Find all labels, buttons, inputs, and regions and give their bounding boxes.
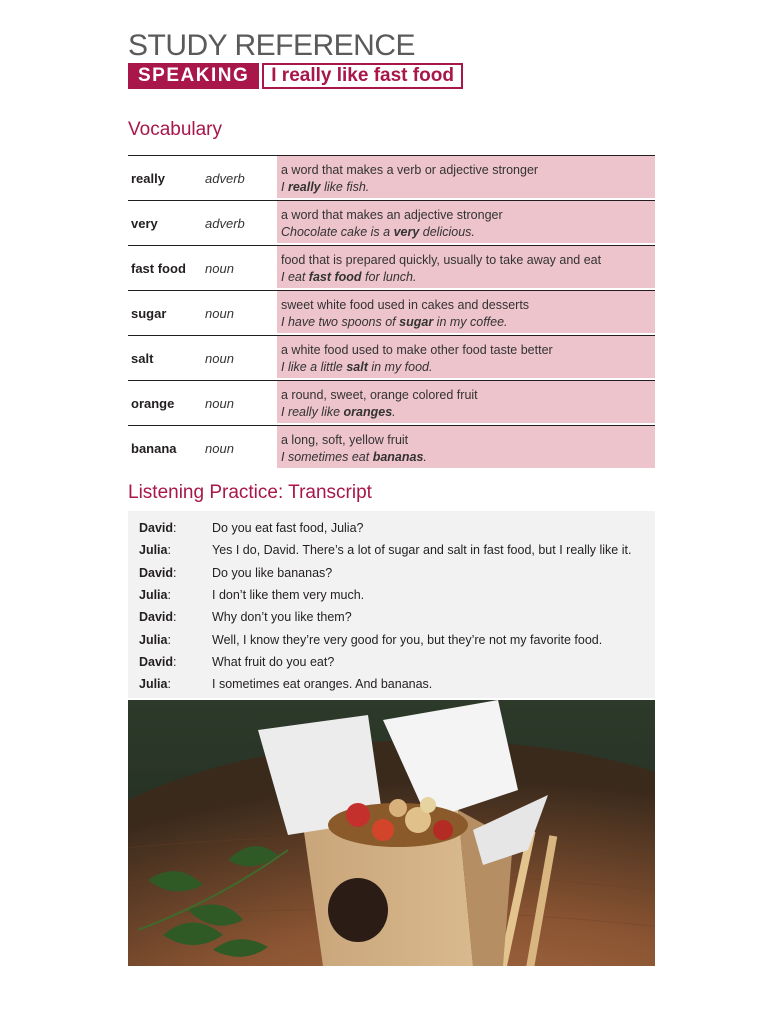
speaker-name: Julia: <box>139 632 171 647</box>
speech-text: Yes I do, David. There’s a lot of sugar and salt in fast food, but I really like it. <box>212 543 632 558</box>
vocab-definition-cell <box>277 156 655 198</box>
vocab-row <box>128 290 655 335</box>
vocab-word: sugar <box>131 305 167 321</box>
transcript-line <box>128 562 655 584</box>
vocab-definition-cell <box>277 246 655 288</box>
example-text-after: for lunch. <box>361 269 417 284</box>
transcript-line <box>128 517 655 539</box>
speaker-name: David: <box>139 565 177 580</box>
vocab-word: very <box>131 215 158 231</box>
vocab-row <box>128 335 655 380</box>
speaker-label: David <box>139 610 174 625</box>
vocab-example <box>281 179 651 196</box>
vocab-part-of-speech: noun <box>205 305 234 321</box>
example-highlight: bananas <box>372 449 424 464</box>
vocab-definition-cell <box>277 291 655 333</box>
speaker-name: David: <box>139 610 177 625</box>
vocabulary-table <box>128 155 655 470</box>
example-highlight: really <box>287 179 321 194</box>
vocab-part-of-speech: noun <box>205 440 234 456</box>
example-text-after: like fish. <box>320 179 370 194</box>
speech-text: Do you like bananas? <box>212 565 333 580</box>
vocab-example <box>281 359 651 376</box>
example-text-after: in my food. <box>367 359 433 374</box>
transcript-line <box>128 584 655 606</box>
vocab-example <box>281 404 651 421</box>
vocab-word: salt <box>131 350 154 366</box>
vocab-example <box>281 269 651 286</box>
example-highlight: sugar <box>399 314 434 329</box>
speaker-name: Julia: <box>139 677 171 692</box>
page-title: STUDY REFERENCE <box>128 29 415 62</box>
vocabulary-heading: Vocabulary <box>128 119 223 140</box>
speech-text: I don’t like them very much. <box>212 588 365 603</box>
vocab-definition: a long, soft, yellow fruit <box>281 432 409 447</box>
fast-food-photo <box>128 700 655 966</box>
speech-text: Do you eat fast food, Julia? <box>212 521 364 536</box>
vocab-definition: a word that makes an adjective stronger <box>281 207 503 222</box>
speech-text: What fruit do you eat? <box>212 654 335 669</box>
speaker-name: Julia: <box>139 588 171 603</box>
example-highlight: fast food <box>308 269 362 284</box>
speaker-label: Julia <box>139 677 168 692</box>
vocab-part-of-speech: noun <box>205 260 234 276</box>
vocab-definition-cell <box>277 201 655 243</box>
example-text-before: I really like <box>281 404 344 419</box>
speech-text: Why don’t you like them? <box>212 610 352 625</box>
vocab-example <box>281 449 651 466</box>
speaker-label: Julia <box>139 632 168 647</box>
speaker-name: David: <box>139 654 177 669</box>
vocab-row <box>128 155 655 200</box>
speaker-label: David <box>139 654 174 669</box>
transcript-heading: Listening Practice: Transcript <box>128 482 372 503</box>
example-highlight: salt <box>346 359 368 374</box>
vocab-part-of-speech: noun <box>205 395 234 411</box>
vocab-part-of-speech: adverb <box>205 215 245 231</box>
vocab-definition: a word that makes a verb or adjective stronger <box>281 162 539 177</box>
vocab-row <box>128 425 655 470</box>
vocab-word: really <box>131 170 165 186</box>
transcript-line <box>128 628 655 650</box>
vocab-part-of-speech: noun <box>205 350 234 366</box>
example-text-before: I have two spoons of <box>281 314 400 329</box>
example-text-before: I <box>281 179 288 194</box>
vocab-word: fast food <box>131 260 186 276</box>
vocab-part-of-speech: adverb <box>205 170 245 186</box>
speech-text: Well, I know they’re very good for you, but they’re not my favorite food. <box>212 632 603 647</box>
vocab-definition-cell <box>277 426 655 468</box>
example-text-after: delicious. <box>419 224 475 239</box>
example-text-before: I like a little <box>281 359 347 374</box>
transcript-box <box>128 511 655 698</box>
speaker-label: Julia <box>139 588 168 603</box>
vocab-definition: sweet white food used in cakes and desserts <box>281 297 530 312</box>
speaker-label: David <box>139 521 174 536</box>
example-text-after: in my coffee. <box>433 314 508 329</box>
example-text-after: . <box>423 449 427 464</box>
example-text-before: I eat <box>281 269 309 284</box>
transcript-line <box>128 651 655 673</box>
transcript-line <box>128 539 655 561</box>
vocab-row <box>128 245 655 290</box>
example-highlight: very <box>393 224 420 239</box>
speaker-name: David: <box>139 521 177 536</box>
example-text-before: I sometimes eat <box>281 449 373 464</box>
speaker-label: David <box>139 565 174 580</box>
speaker-name: Julia: <box>139 543 171 558</box>
vocab-example <box>281 224 651 241</box>
speaker-label: Julia <box>139 543 168 558</box>
lesson-type-tag: SPEAKING <box>128 63 259 89</box>
transcript-line <box>128 673 655 695</box>
vocab-row <box>128 380 655 425</box>
vocab-definition: food that is prepared quickly, usually to take away and eat <box>281 252 602 267</box>
vocab-definition: a white food used to make other food taste better <box>281 342 553 357</box>
lesson-banner <box>128 63 463 89</box>
vocab-definition: a round, sweet, orange colored fruit <box>281 387 478 402</box>
vocab-row <box>128 200 655 245</box>
lesson-topic: I really like fast food <box>262 63 463 89</box>
vocab-definition-cell <box>277 381 655 423</box>
speech-text: I sometimes eat oranges. And bananas. <box>212 677 433 692</box>
example-text-before: Chocolate cake is a <box>281 224 394 239</box>
vocab-definition-cell <box>277 336 655 378</box>
example-text-after: . <box>392 404 396 419</box>
transcript-line <box>128 606 655 628</box>
vocab-word: banana <box>131 440 177 456</box>
vocab-example <box>281 314 651 331</box>
example-highlight: oranges <box>343 404 393 419</box>
vocab-word: orange <box>131 395 175 411</box>
